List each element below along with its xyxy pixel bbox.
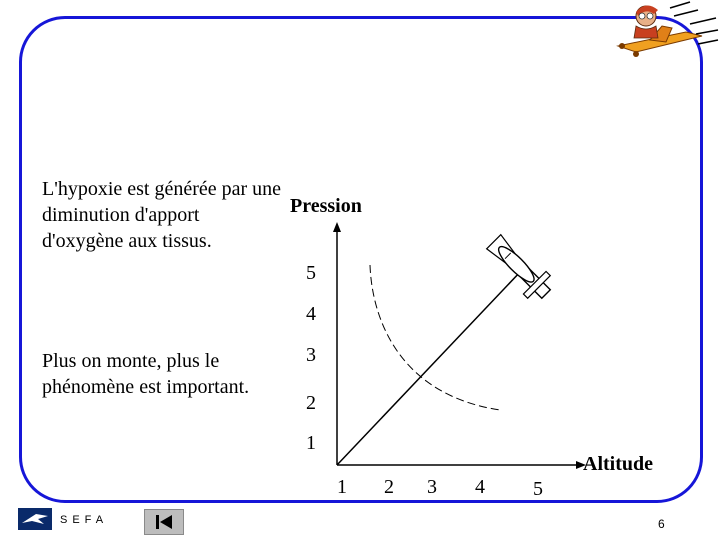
x-axis-label: Altitude xyxy=(583,453,653,475)
paragraph-hypoxia: L'hypoxie est générée par une diminution d'apport d'oxygène aux tissus. xyxy=(42,178,282,252)
y-tick-label: 3 xyxy=(306,344,316,366)
dashed-curve xyxy=(370,265,500,410)
x-tick-label: 3 xyxy=(427,476,437,498)
y-tick-label: 1 xyxy=(306,432,316,454)
sefa-logo-icon xyxy=(18,508,52,530)
y-axis-arrow xyxy=(333,222,341,232)
first-page-button[interactable] xyxy=(144,509,184,535)
y-tick-label: 5 xyxy=(306,262,316,284)
series-line xyxy=(337,270,522,465)
y-axis-label: Pression xyxy=(290,195,362,217)
y-tick-label: 4 xyxy=(306,303,316,325)
x-tick-label: 2 xyxy=(384,476,394,498)
y-tick-label: 2 xyxy=(306,392,316,414)
airplane-icon xyxy=(482,230,557,305)
paragraph-altitude: Plus on monte, plus le phénomène est important. xyxy=(42,350,250,398)
x-tick-label: 4 xyxy=(475,476,485,498)
footer-brand: SEFA xyxy=(60,514,109,526)
first-page-icon xyxy=(145,510,183,534)
page-number: 6 xyxy=(658,517,665,531)
x-tick-label: 1 xyxy=(337,476,347,498)
x-tick-label: 5 xyxy=(533,478,543,500)
